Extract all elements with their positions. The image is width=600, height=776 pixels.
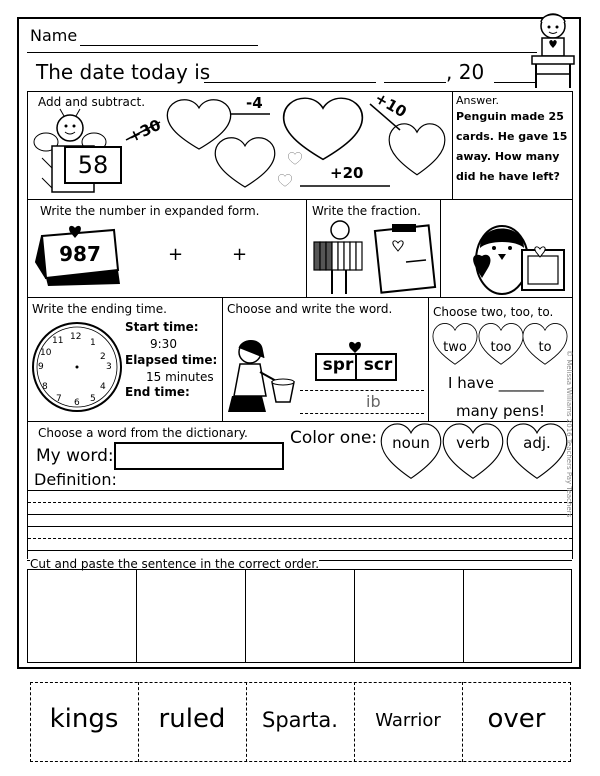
clock-num-3: 3 [106, 362, 112, 372]
expanded-fraction-divider [306, 199, 307, 297]
clock-num-8: 8 [42, 382, 48, 392]
word-option-scr[interactable]: scr [363, 355, 393, 375]
paste-divider-3 [354, 569, 355, 663]
definition-label: Definition: [34, 470, 117, 489]
answer-divider [452, 91, 453, 199]
start-number-box: 58 [64, 146, 122, 184]
plus-sign-2: + [232, 244, 248, 265]
ending-time-title: Write the ending time. [32, 302, 167, 316]
my-word-label: My word: [36, 446, 114, 466]
heart-word-to[interactable]: to [538, 340, 552, 355]
definition-line-1-base[interactable] [28, 514, 572, 515]
date-line-1[interactable] [204, 82, 376, 83]
definition-line-2-top [28, 526, 572, 527]
clock-num-7: 7 [56, 394, 62, 404]
clock-num-6: 6 [74, 398, 80, 408]
word-two-divider [428, 297, 429, 421]
step-plus-10: +10 [371, 88, 410, 122]
copyright-text: © Melissa Williams 2016 Teachers Pay Teachers [565, 350, 573, 518]
plus-sign-1: + [168, 244, 184, 265]
homophone-sentence-2: many pens! [456, 402, 546, 420]
definition-line-2-base[interactable] [28, 550, 572, 551]
paste-divider-4 [463, 569, 464, 663]
start-time-label: Start time: [125, 320, 199, 334]
choose-word-title: Choose and write the word. [227, 302, 393, 316]
color-one-label: Color one: [290, 428, 378, 448]
inner-left-border [27, 91, 28, 559]
heart-verb[interactable]: verb [456, 434, 490, 452]
clock-num-1: 1 [90, 338, 96, 348]
cut-word-sparta[interactable]: Sparta. [262, 708, 338, 732]
heart-noun[interactable]: noun [392, 434, 430, 452]
paste-divider-2 [245, 569, 246, 663]
answer-line-3: away. How many [456, 150, 560, 163]
clock-num-12: 12 [70, 332, 82, 342]
clock-num-4: 4 [100, 382, 106, 392]
step-minus-4: -4 [246, 94, 263, 112]
elapsed-time-label: Elapsed time: [125, 353, 218, 367]
year-prefix: , 20 [446, 60, 485, 84]
dictionary-title: Choose a word from the dictionary. [38, 426, 248, 440]
fraction-title: Write the fraction. [312, 204, 421, 218]
student-desk-illustration [528, 8, 578, 90]
heart-path-diagram [120, 92, 452, 198]
definition-line-2-mid [28, 538, 572, 539]
section-divider-2 [27, 199, 572, 200]
clock-num-9: 9 [38, 362, 44, 372]
cut-word-ruled[interactable]: ruled [158, 704, 226, 734]
date-label: The date today is [36, 60, 211, 84]
name-label: Name [30, 26, 78, 45]
clock-num-11: 11 [52, 336, 64, 346]
step-plus-30: +30 [125, 115, 164, 147]
paste-area [27, 569, 572, 663]
heart-adj[interactable]: adj. [523, 434, 551, 452]
answer-line-4: did he have left? [456, 170, 560, 183]
fraction-illustration [310, 218, 440, 298]
word-write-lines[interactable] [300, 390, 424, 414]
definition-line-1-mid [28, 502, 572, 503]
expanded-title: Write the number in expanded form. [40, 204, 260, 218]
elapsed-time-value: 15 minutes [146, 370, 214, 384]
heart-word-too[interactable]: too [490, 340, 512, 355]
clock-num-5: 5 [90, 394, 96, 404]
answer-line-2: cards. He gave 15 [456, 130, 568, 143]
cut-paste-title: Cut and paste the sentence in the correct order. [30, 557, 320, 571]
definition-line-1-top [28, 490, 572, 491]
girl-painting-illustration [226, 338, 306, 418]
clock-num-10: 10 [40, 348, 52, 358]
answer-line-1: Penguin made 25 [456, 110, 564, 123]
cut-word-kings[interactable]: kings [49, 704, 119, 734]
word-option-spr[interactable]: spr [322, 355, 354, 375]
clock-num-2: 2 [100, 352, 106, 362]
add-subtract-title: Add and subtract. [38, 95, 146, 109]
time-word-divider [222, 297, 223, 421]
my-word-input-box[interactable] [114, 442, 284, 470]
part-of-speech-hearts [376, 422, 572, 488]
two-too-to-title: Choose two, too, to. [433, 305, 554, 319]
fraction-penguin-divider [440, 199, 441, 297]
section-divider-3 [27, 297, 572, 298]
cut-word-warrior[interactable]: Warrior [375, 710, 441, 731]
name-line[interactable] [80, 45, 258, 46]
heart-word-two[interactable]: two [443, 340, 467, 355]
paste-divider-1 [136, 569, 137, 663]
homophone-sentence-1: I have ______ [448, 374, 544, 392]
penguin-illustration [470, 212, 570, 296]
name-row-divider [27, 52, 537, 53]
start-time-value: 9:30 [150, 337, 177, 351]
word-trace-text: ib [366, 392, 381, 411]
date-line-2[interactable] [384, 82, 446, 83]
cut-word-over[interactable]: over [487, 704, 546, 734]
step-plus-20: +20 [330, 164, 364, 182]
expanded-number: 987 [59, 242, 101, 266]
answer-title: Answer. [456, 94, 500, 107]
end-time-label: End time: [125, 385, 190, 399]
